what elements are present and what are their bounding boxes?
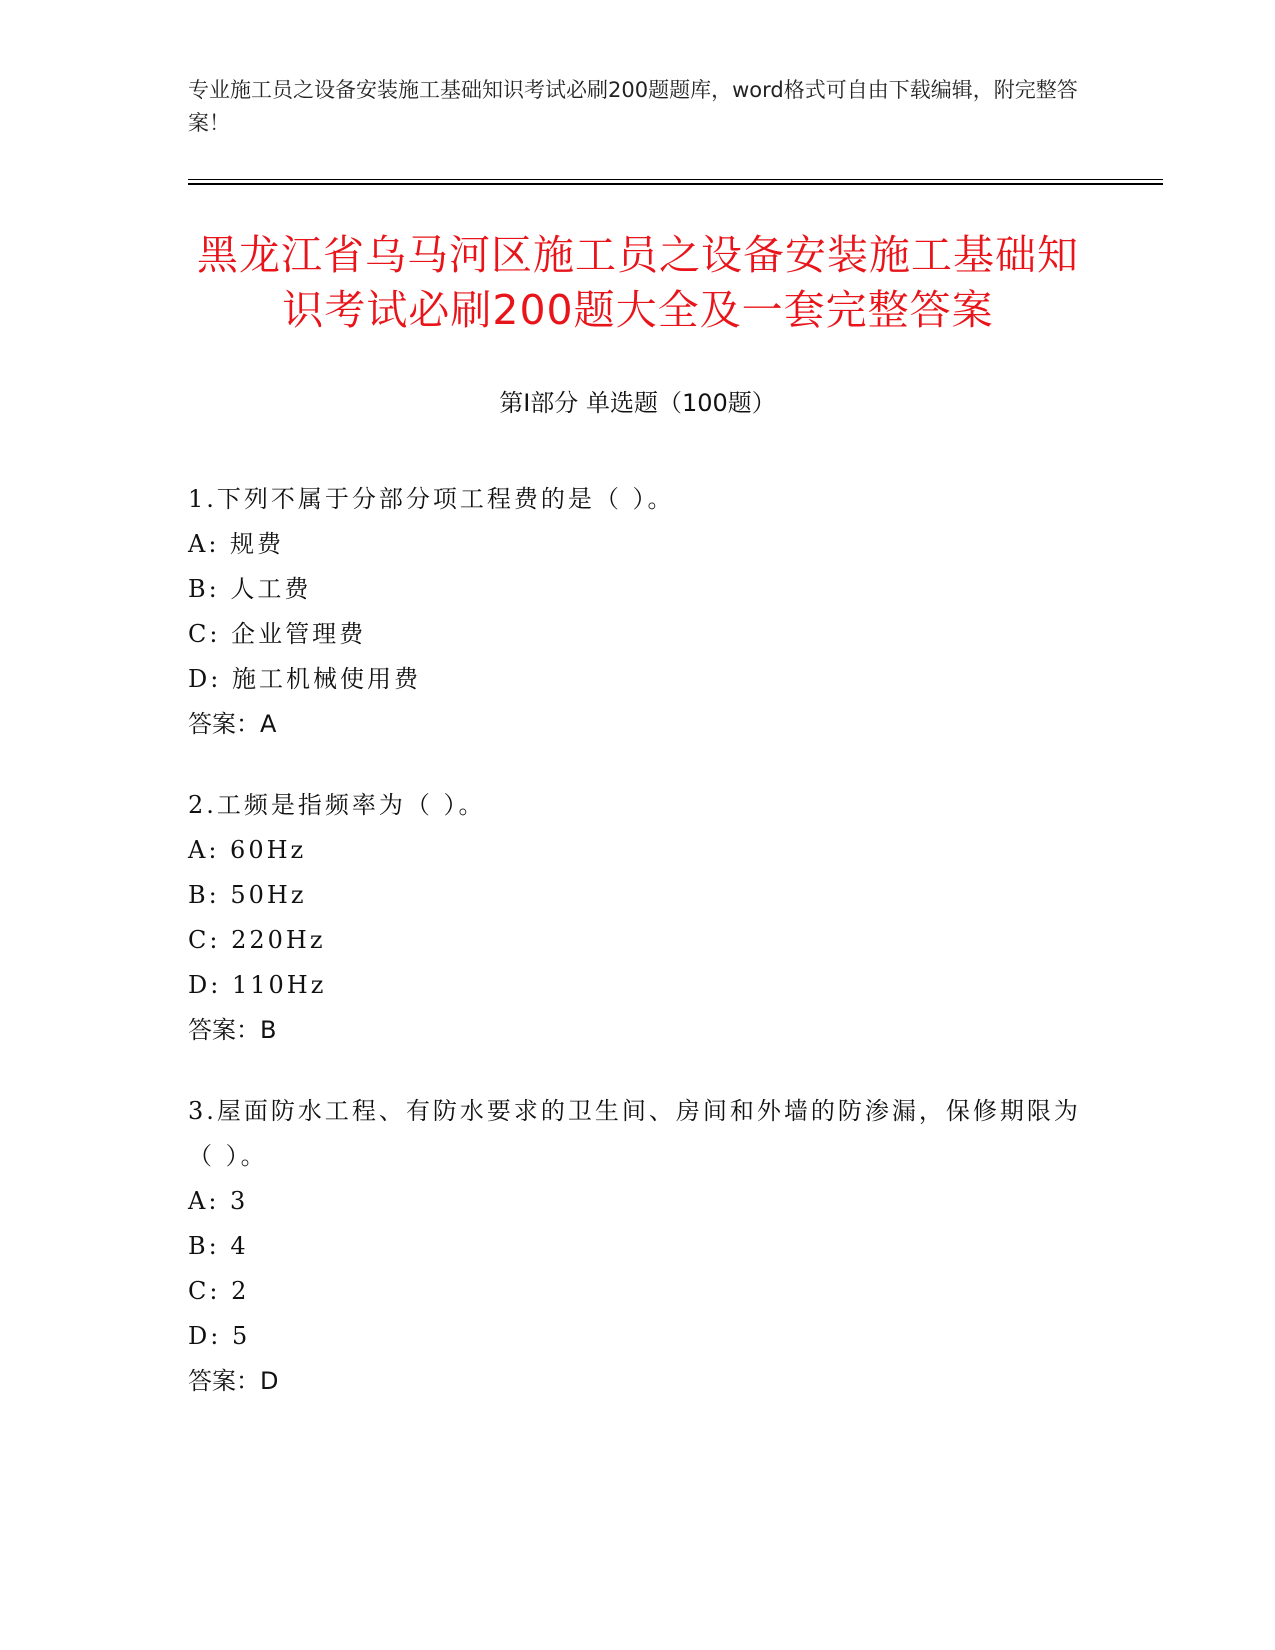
answer: 答案：A xyxy=(188,710,277,738)
question-stem: 3.屋面防水工程、有防水要求的卫生间、房间和外墙的防渗漏，保修期限为（ ）。 xyxy=(188,1097,1081,1170)
option-c: C: 2 xyxy=(188,1277,250,1305)
option-a: A: 60Hz xyxy=(188,836,307,864)
option-c: C: 企业管理费 xyxy=(188,620,367,648)
answer: 答案：D xyxy=(188,1367,279,1395)
question-stem: 2.工频是指频率为（ ）。 xyxy=(188,791,486,819)
option-d: D: 110Hz xyxy=(188,971,327,999)
option-b: B: 50Hz xyxy=(188,881,307,909)
question-1 xyxy=(188,477,1088,747)
option-a: A: 3 xyxy=(188,1187,249,1215)
question-stem: 1.下列不属于分部分项工程费的是（ ）。 xyxy=(188,485,675,513)
option-c: C: 220Hz xyxy=(188,926,326,954)
option-a: A: 规费 xyxy=(188,530,285,558)
header-divider-thick xyxy=(188,183,1163,185)
answer: 答案：B xyxy=(188,1016,277,1044)
question-list xyxy=(188,477,1088,1440)
option-d: D: 施工机械使用费 xyxy=(188,665,421,693)
header-divider-thin xyxy=(188,179,1163,180)
question-3 xyxy=(188,1089,1088,1404)
document-title: 黑龙江省乌马河区施工员之设备安装施工基础知识考试必刷200题大全及一套完整答案 xyxy=(197,231,1079,334)
header-note: 专业施工员之设备安装施工基础知识考试必刷200题题库，word格式可自由下载编辑，附完整答案！ xyxy=(188,78,1078,135)
option-b: B: 人工费 xyxy=(188,575,312,603)
question-2 xyxy=(188,783,1088,1053)
option-b: B: 4 xyxy=(188,1232,249,1260)
section-title: 第Ⅰ部分 单选题（100题） xyxy=(499,389,776,417)
option-d: D: 5 xyxy=(188,1322,251,1350)
